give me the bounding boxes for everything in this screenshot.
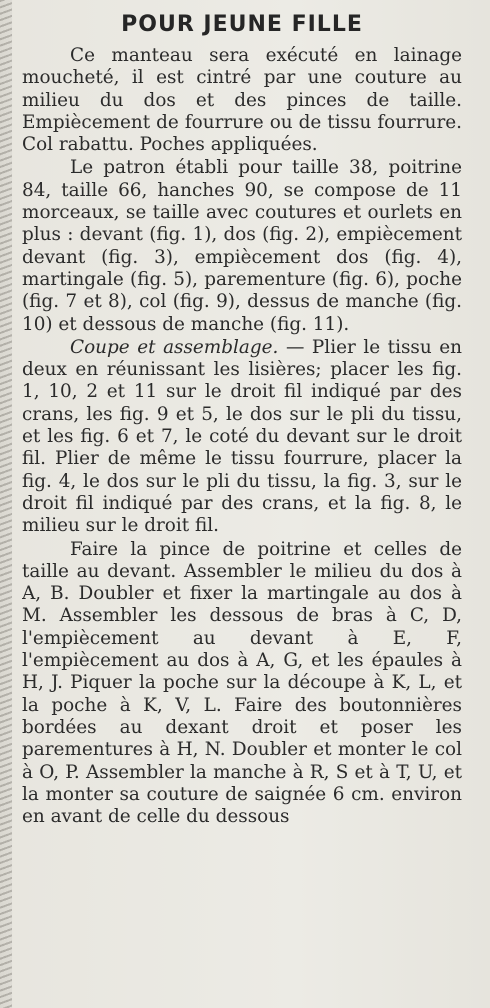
cutting-instructions: — Plier le tissu en deux en réunissant les lisières; placer les fig. 1, 10, 2 et 11 sur le droit fil indiqué par des crans, les fig. 9 et 5, le dos sur le pli du tissu, et les fig. 6 et 7, le coté du devant sur le droit fil. Plier de même le tissu fourrure, placer la fig. 4, le dos sur le pli du tissu, la fig. 3, sur le droit fil indiqué par des crans, et la fig. 8, le milieu sur le droit fil.	[22, 336, 462, 537]
paragraph-pattern-pieces: Le patron établi pour taille 38, poitrine 84, taille 66, hanches 90, se compose de 11 morceaux, se taille avec coutures et ourlets en plus : devant (fig. 1), dos (fig. 2), empiècement devant (fig. 3), empiècement dos (fig. 4), martingale (fig. 5), parementure (fig. 6), poche (fig. 7 et 8), col (fig. 9), dessus de manche (fig. 10) et dessous de manche (fig. 11).	[22, 157, 462, 335]
article-title: POUR JEUNE FILLE	[121, 12, 363, 37]
article-column	[22, 10, 462, 1008]
page-edge-border	[0, 0, 12, 1008]
paragraph-description: Ce manteau sera exécuté en lainage moucheté, il est cintré par une couture au milieu du dos et des pinces de taille. Empiècement de fourrure ou de tissu fourrure. Col rabattu. Poches appliquées.	[22, 45, 462, 156]
paragraph-sewing-steps: Faire la pince de poitrine et celles de taille au devant. Assembler le milieu du dos à A, B. Doubler et fixer la martingale au dos à M. Assembler les dessous de bras à C, D, l'empiècement au devant à E, F, l'empiècement au dos à A, G, et les épaules à H, J. Piquer la poche sur la découpe à K, L, et la poche à K, V, L. Faire des boutonnières bordées au dexant droit et poser les parementures à H, N. Doubler et monter le col à O, P. Assembler la manche à R, S et à T, U, et la monter sa couture de saignée 6 cm. environ en avant de celle du dessous	[22, 538, 462, 828]
section-heading-coupe: Coupe et assemblage.	[70, 336, 279, 358]
paragraph-cutting-assembly	[22, 337, 462, 538]
